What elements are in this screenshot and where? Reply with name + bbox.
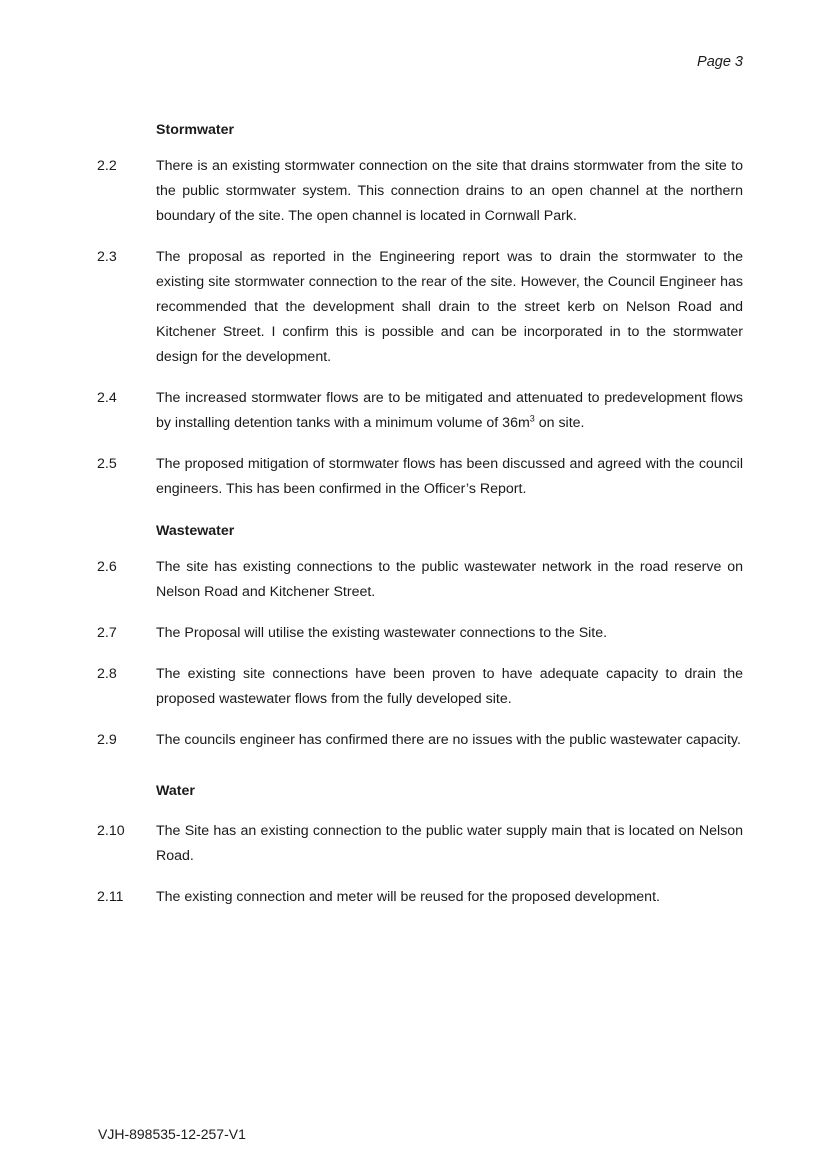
paragraph-number: 2.3 bbox=[97, 249, 117, 265]
paragraph-number: 2.10 bbox=[97, 823, 125, 839]
paragraph-text bbox=[156, 390, 743, 431]
paragraph-number: 2.2 bbox=[97, 158, 117, 174]
paragraph-2-2 bbox=[97, 154, 743, 229]
page-number: Page 3 bbox=[697, 54, 743, 70]
paragraph-2-11 bbox=[97, 885, 743, 910]
paragraph-2-5 bbox=[97, 452, 743, 502]
paragraph-text: The Proposal will utilise the existing wastewater connections to the Site. bbox=[156, 625, 608, 641]
superscript: 3 bbox=[529, 413, 535, 424]
paragraph-text: The proposed mitigation of stormwater flows has been discussed and agreed with the council engineers. This has been confirmed in the Officer’s Report. bbox=[156, 456, 743, 497]
paragraph-text: The councils engineer has confirmed there are no issues with the public wastewater capacity. bbox=[156, 732, 741, 748]
paragraph-text: The site has existing connections to the public wastewater network in the road reserve on Nelson Road and Kitchener Street. bbox=[156, 559, 743, 600]
paragraph-text-main: The increased stormwater flows are to be mitigated and attenuated to predevelopment flows by installing detention tanks with a minimum volume of 36m bbox=[156, 390, 743, 431]
paragraph-2-6 bbox=[97, 555, 743, 605]
paragraph-2-9 bbox=[97, 728, 743, 753]
paragraph-number: 2.7 bbox=[97, 625, 117, 641]
paragraph-2-10 bbox=[97, 819, 743, 869]
paragraph-2-4 bbox=[97, 386, 743, 436]
paragraph-number: 2.11 bbox=[97, 889, 124, 905]
paragraph-number: 2.5 bbox=[97, 456, 117, 472]
paragraph-text: There is an existing stormwater connection on the site that drains stormwater from the site to the public stormwater system. This connection drains to an open channel at the northern boundary of the site. The open channel is located in Cornwall Park. bbox=[156, 158, 743, 224]
section-wastewater bbox=[0, 521, 821, 753]
paragraph-number: 2.9 bbox=[97, 732, 117, 748]
paragraph-text: The existing site connections have been proven to have adequate capacity to drain the proposed wastewater flows from the fully developed site. bbox=[156, 666, 743, 707]
section-heading-water: Water bbox=[156, 783, 195, 799]
paragraph-number: 2.4 bbox=[97, 390, 117, 406]
paragraph-2-7 bbox=[97, 621, 743, 646]
paragraph-text: The proposal as reported in the Engineering report was to drain the stormwater to the existing site stormwater connection to the rear of the site. However, the Council Engineer has recommended that the development shall drain to the street kerb on Nelson Road and Kitchener Street. I confirm this is possible and can be incorporated in to the stormwater design for the development. bbox=[156, 249, 743, 365]
section-heading-stormwater: Stormwater bbox=[156, 122, 235, 138]
section-water bbox=[0, 781, 821, 910]
section-heading-wastewater: Wastewater bbox=[156, 523, 235, 539]
document-body bbox=[0, 120, 821, 910]
paragraph-2-3 bbox=[97, 245, 743, 370]
paragraph-text: The existing connection and meter will be reused for the proposed development. bbox=[156, 889, 660, 905]
paragraph-number: 2.8 bbox=[97, 666, 117, 682]
paragraph-2-8 bbox=[97, 662, 743, 712]
document-reference: VJH-898535-12-257-V1 bbox=[98, 1126, 246, 1142]
paragraph-number: 2.6 bbox=[97, 559, 117, 575]
section-stormwater bbox=[0, 120, 821, 502]
paragraph-text-tail: on site. bbox=[534, 415, 585, 431]
paragraph-text: The Site has an existing connection to the public water supply main that is located on Nelson Road. bbox=[156, 823, 743, 864]
